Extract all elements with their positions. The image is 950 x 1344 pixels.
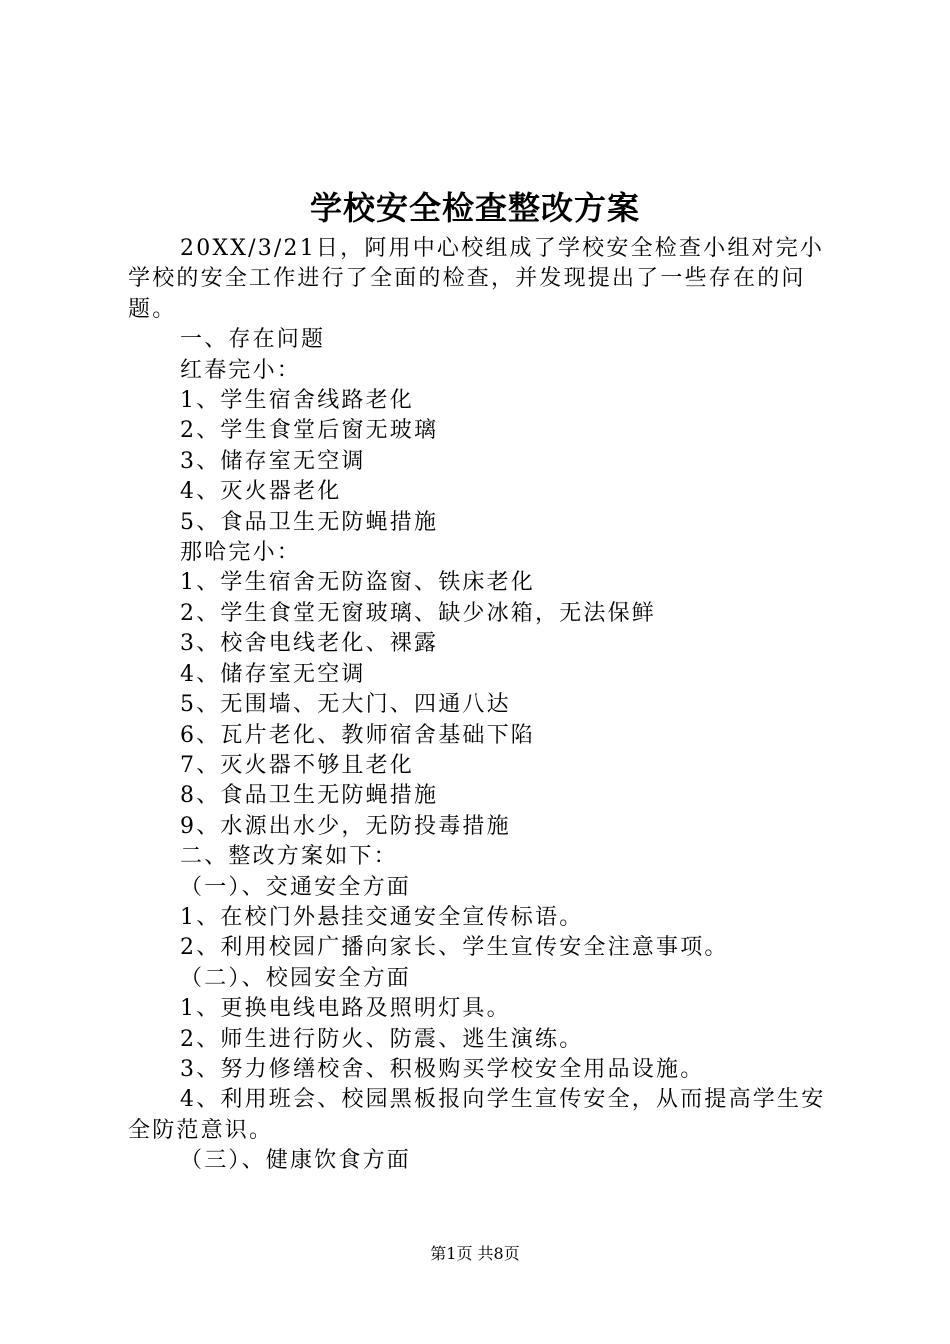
document-title: 学校安全检查整改方案: [309, 189, 640, 227]
subsection-heading-diet: （三）、健康饮食方面: [180, 1148, 412, 1174]
list-item: 5、无围墙、无大门、四通八达: [180, 692, 511, 718]
list-item: 3、校舍电线老化、裸露: [180, 631, 439, 657]
list-item: 8、食品卫生无防蝇措施: [180, 783, 439, 809]
list-item: 2、学生食堂后窗无玻璃: [180, 418, 439, 444]
subsection-heading-traffic: （一）、交通安全方面: [180, 874, 412, 900]
list-item: 2、师生进行防火、防震、逃生演练。: [180, 1026, 584, 1052]
list-item: 4、灭火器老化: [180, 479, 342, 505]
subsection-heading-campus: （二）、校园安全方面: [180, 965, 412, 991]
page-footer: 第1页 共8页: [430, 1244, 520, 1263]
list-item: 1、更换电线电路及照明灯具。: [180, 996, 511, 1022]
list-item: 4、利用班会、校园黑板报向学生宣传安全，从而提高学生安全防范意识。: [128, 1087, 826, 1143]
list-item: 7、灭火器不够且老化: [180, 752, 414, 778]
list-item: 6、瓦片老化、教师宿舍基础下陷: [180, 722, 535, 748]
list-item: 3、努力修缮校舍、积极购买学校安全用品设施。: [180, 1056, 705, 1082]
section-heading-problems: 一、存在问题: [180, 327, 326, 353]
intro-paragraph: 20XX/3/21日，阿用中心校组成了学校安全检查小组对完小学校的安全工作进行了全面的检查，并发现提出了一些存在的问题。: [128, 236, 825, 322]
list-item: 4、储存室无空调: [180, 661, 366, 687]
list-item: 9、水源出水少，无防投毒措施: [180, 813, 511, 839]
list-item: 3、储存室无空调: [180, 448, 366, 474]
school-heading-hongchun: 红春完小：: [180, 357, 302, 383]
list-item: 1、学生宿舍无防盗窗、铁床老化: [180, 570, 535, 596]
list-item: 2、利用校园广播向家长、学生宣传安全注意事项。: [180, 935, 729, 961]
list-item: 2、学生食堂无窗玻璃、缺少冰箱，无法保鲜: [180, 600, 656, 626]
section-heading-plan: 二、整改方案如下：: [180, 844, 398, 870]
school-heading-naha: 那哈完小：: [180, 540, 302, 566]
document-body: [128, 234, 832, 1177]
list-item: 1、学生宿舍线路老化: [180, 388, 414, 414]
list-item: 1、在校门外悬挂交通安全宣传标语。: [180, 904, 584, 930]
list-item: 5、食品卫生无防蝇措施: [180, 509, 439, 535]
